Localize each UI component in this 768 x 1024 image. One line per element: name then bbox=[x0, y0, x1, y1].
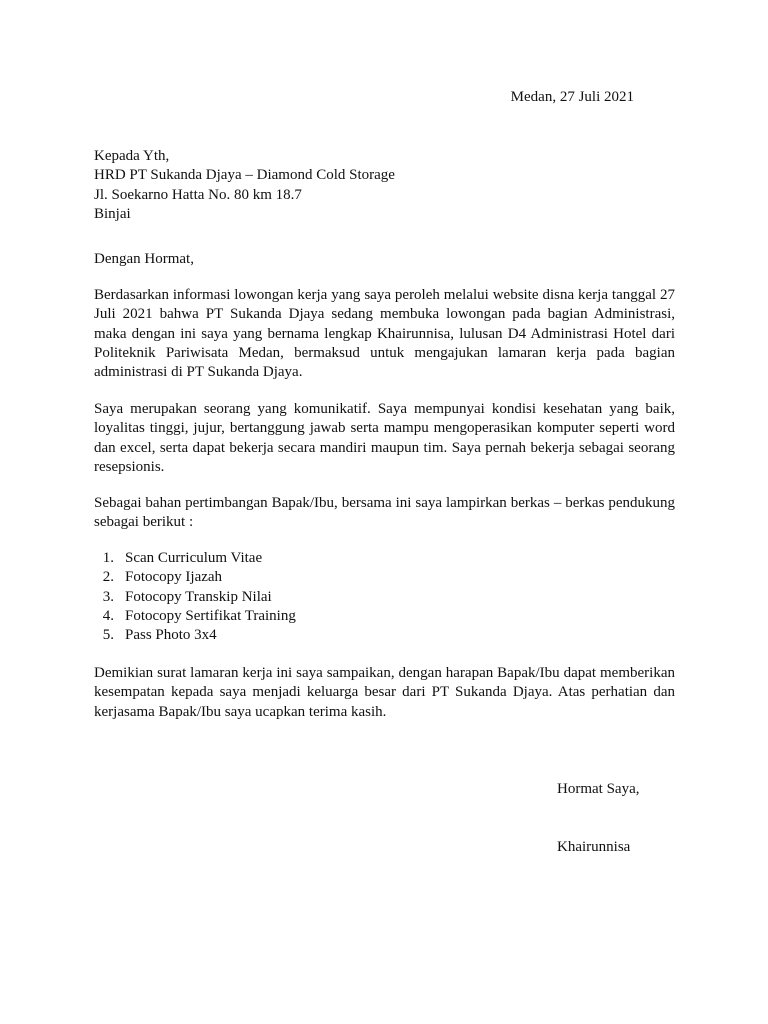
attachment-list bbox=[94, 549, 296, 645]
list-item bbox=[94, 568, 296, 587]
list-item bbox=[94, 549, 296, 568]
recipient-address: Jl. Soekarno Hatta No. 80 km 18.7 bbox=[94, 186, 302, 203]
paragraph-qualifications: Saya merupakan seorang yang komunikatif. Saya mempunyai kondisi kesehatan yang baik, loyalitas tinggi, jujur, bertanggung jawab serta mampu mengoperasikan komputer seperti word dan excel, serta dapat bekerja secara mandiri maupun tim. Saya pernah bekerja sebagai seorang resepsionis. bbox=[94, 401, 675, 475]
paragraph-attachments-intro: Sebagai bahan pertimbangan Bapak/Ibu, bersama ini saya lampirkan berkas – berkas pendukung sebagai berikut : bbox=[94, 495, 675, 531]
place-date: Medan, 27 Juli 2021 bbox=[510, 89, 634, 105]
list-item bbox=[94, 626, 296, 645]
recipient-greeting: Kepada Yth, bbox=[94, 148, 170, 164]
closing-phrase: Hormat Saya, bbox=[557, 781, 640, 797]
paragraph-intro: Berdasarkan informasi lowongan kerja yang saya peroleh melalui website disna kerja tanggal 27 Juli 2021 bahwa PT Sukanda Djaya sedang membuka lowongan pada bagian Administrasi, maka dengan ini saya yang bernama lengkap Khairunnisa, lulusan D4 Administrasi Hotel dari Politeknik Pariwisata Medan, bermaksud untuk mengajukan lamaran kerja pada bagian administrasi di PT Sukanda Djaya. bbox=[94, 287, 675, 381]
list-item-text: Pass Photo 3x4 bbox=[125, 627, 217, 644]
recipient-block bbox=[94, 147, 395, 224]
recipient-company: HRD PT Sukanda Djaya – Diamond Cold Storage bbox=[94, 167, 395, 184]
list-item-number: 5. bbox=[102, 627, 114, 644]
list-item-number: 1. bbox=[102, 550, 114, 566]
list-item-text: Fotocopy Transkip Nilai bbox=[125, 588, 272, 605]
signer-name: Khairunnisa bbox=[557, 839, 631, 855]
salutation: Dengan Hormat, bbox=[94, 251, 194, 267]
paragraph-closing: Demikian surat lamaran kerja ini saya sampaikan, dengan harapan Bapak/Ibu dapat memberikan kesempatan kepada saya menjadi keluarga besar dari PT Sukanda Djaya. Atas perhatian dan kerjasama Bapak/Ibu saya ucapkan terima kasih. bbox=[94, 665, 675, 720]
recipient-city: Binjai bbox=[94, 205, 131, 222]
list-item bbox=[94, 588, 296, 607]
list-item-text: Fotocopy Sertifikat Training bbox=[125, 607, 296, 624]
list-item bbox=[94, 607, 296, 626]
list-item-text: Fotocopy Ijazah bbox=[125, 569, 223, 586]
list-item-text: Scan Curriculum Vitae bbox=[125, 550, 263, 566]
list-item-number: 2. bbox=[102, 569, 114, 586]
list-item-number: 3. bbox=[102, 588, 114, 605]
list-item-number: 4. bbox=[102, 607, 114, 624]
